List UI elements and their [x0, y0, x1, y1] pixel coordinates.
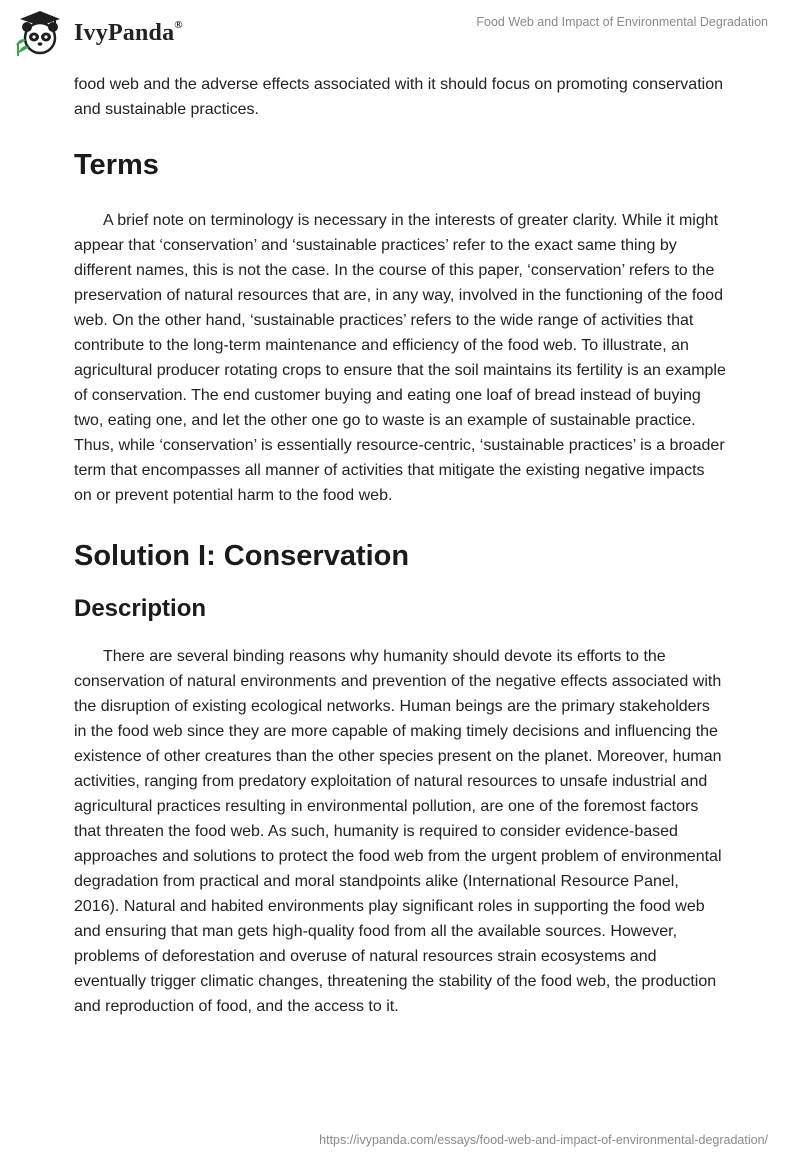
brand-name: IvyPanda® — [74, 18, 183, 46]
solution-heading: Solution I: Conservation — [74, 540, 410, 572]
page-header — [0, 0, 800, 64]
brand-logo[interactable] — [14, 9, 183, 57]
description-heading: Description — [74, 595, 207, 622]
source-url[interactable]: https://ivypanda.com/essays/food-web-and-impact-of-environmental-degradation/ — [319, 1133, 768, 1147]
panda-logo-icon — [14, 9, 66, 57]
document-title: Food Web and Impact of Environmental Degradation — [476, 15, 768, 29]
terms-heading: Terms — [74, 149, 159, 181]
terms-paragraph: A brief note on terminology is necessary in the interests of greater clarity. While it might appear that ‘conservation’ and ‘sustainable practices’ refer to the exact same thing by different names, this is not the case. In the course of this paper, ‘conservation’ refers to the preservation of natural resources that are, in any way, involved in the functioning of the food web. On the other hand, ‘sustainable practices’ refers to the wide range of activities that contribute to the long-term maintenance and efficiency of the food web. To illustrate, an agricultural producer rotating crops to ensure that the soil maintains its fertility is an example of conservation. The end customer buying and eating one loaf of bread instead of buying two, eating one, and let the other one go to waste is an example of sustainable practice. Thus, while ‘conservation’ is essentially resource-centric, ‘sustainable practices’ is a broader term that encompasses all manner of activities that mitigate the existing negative impacts on or prevent potential harm to the food web. — [74, 212, 726, 504]
description-paragraph: There are several binding reasons why humanity should devote its efforts to the conservation of natural environments and prevention of the negative effects associated with the disruption of existing ecological networks. Human beings are the primary stakeholders in the food web since they are more capable of making timely decisions and influencing the existence of other creatures than the other species present on the planet. Moreover, human activities, ranging from predatory exploitation of natural resources to unsafe industrial and agricultural practices resulting in environmental pollution, are one of the foremost factors that threaten the food web. As such, humanity is required to consider evidence-based approaches and solutions to protect the food web from the urgent problem of environmental degradation from practical and moral standpoints alike (International Resource Panel, 2016). Natural and habited environments play significant roles in supporting the food web and ensuring that man gets high-quality food from all the available sources. However, problems of deforestation and overuse of natural resources strain ecosystems and eventually trigger climatic changes, threatening the stability of the food web, the production and reproduction of food, and the access to it. — [74, 648, 722, 1015]
intro-paragraph: food web and the adverse effects associated with it should focus on promoting conservation and sustainable practices. — [74, 76, 723, 118]
article-body — [74, 72, 726, 1019]
